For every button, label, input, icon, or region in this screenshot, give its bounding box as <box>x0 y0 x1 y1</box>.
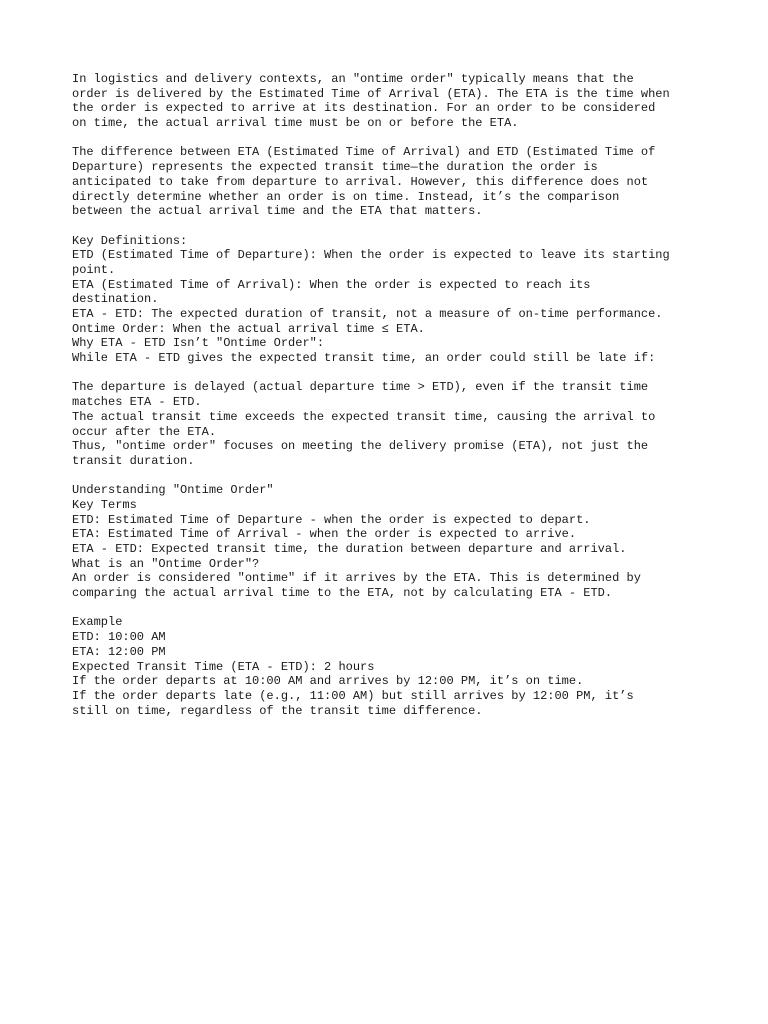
text-line: on time, the actual arrival time must be on or before the ETA. <box>72 116 519 131</box>
text-line: comparing the actual arrival time to the ETA, not by calculating ETA - ETD. <box>72 586 613 601</box>
text-line: Key Definitions: <box>72 233 188 248</box>
text-line: The departure is delayed (actual departure time > ETD), even if the transit time <box>72 380 649 395</box>
paragraph <box>72 615 712 718</box>
text-line: point. <box>72 262 116 277</box>
text-line: matches ETA - ETD. <box>72 395 202 410</box>
text-line: Ontime Order: When the actual arrival time ≤ ETA. <box>72 321 425 336</box>
text-line: the order is expected to arrive at its destination. For an order to be considered <box>72 101 656 116</box>
text-line: between the actual arrival time and the ETA that matters. <box>72 204 483 219</box>
text-line: occur after the ETA. <box>72 424 217 439</box>
text-line: In logistics and delivery contexts, an "ontime order" typically means that the <box>72 72 634 86</box>
text-line: Understanding "Ontime Order" <box>72 483 274 498</box>
text-line: ETA: Estimated Time of Arrival - when the order is expected to arrive. <box>72 527 577 542</box>
text-line: transit duration. <box>72 453 195 468</box>
text-line: Example <box>72 615 123 630</box>
text-line: Why ETA - ETD Isn’t "Ontime Order": <box>72 336 325 351</box>
text-line: ETD (Estimated Time of Departure): When the order is expected to leave its starting <box>72 248 670 263</box>
text-line: anticipated to take from departure to arrival. However, this difference does not <box>72 174 649 189</box>
document-body <box>72 72 712 733</box>
paragraph <box>72 483 712 601</box>
text-line: An order is considered "ontime" if it arrives by the ETA. This is determined by <box>72 571 641 586</box>
text-line: If the order departs at 10:00 AM and arrives by 12:00 PM, it’s on time. <box>72 674 584 689</box>
text-line: ETD: Estimated Time of Departure - when the order is expected to depart. <box>72 512 591 527</box>
text-line: What is an "Ontime Order"? <box>72 556 260 571</box>
paragraph <box>72 145 712 218</box>
text-line: Departure) represents the expected transit time—the duration the order is <box>72 160 598 175</box>
paragraph <box>72 72 712 131</box>
text-line: still on time, regardless of the transit time difference. <box>72 703 483 718</box>
text-line: destination. <box>72 292 159 307</box>
text-line: directly determine whether an order is on time. Instead, it’s the comparison <box>72 189 620 204</box>
text-line: ETD: 10:00 AM <box>72 630 166 645</box>
text-line: ETA - ETD: Expected transit time, the duration between departure and arrival. <box>72 542 627 556</box>
text-line: Key Terms <box>72 497 137 512</box>
text-line: The actual transit time exceeds the expected transit time, causing the arrival to <box>72 409 656 424</box>
text-line: The difference between ETA (Estimated Time of Arrival) and ETD (Estimated Time of <box>72 145 656 160</box>
text-line: Thus, "ontime order" focuses on meeting the delivery promise (ETA), not just the <box>72 439 649 454</box>
text-line: ETA (Estimated Time of Arrival): When the order is expected to reach its <box>72 277 591 292</box>
text-line: order is delivered by the Estimated Time of Arrival (ETA). The ETA is the time when <box>72 86 670 101</box>
text-line: While ETA - ETD gives the expected transit time, an order could still be late if: <box>72 351 656 366</box>
text-line: Expected Transit Time (ETA - ETD): 2 hours <box>72 659 375 674</box>
text-line: ETA: 12:00 PM <box>72 644 166 659</box>
text-line: If the order departs late (e.g., 11:00 AM) but still arrives by 12:00 PM, it’s <box>72 688 634 703</box>
text-line: ETA - ETD: The expected duration of transit, not a measure of on-time performance. <box>72 307 663 321</box>
paragraph <box>72 380 712 468</box>
paragraph <box>72 234 712 366</box>
